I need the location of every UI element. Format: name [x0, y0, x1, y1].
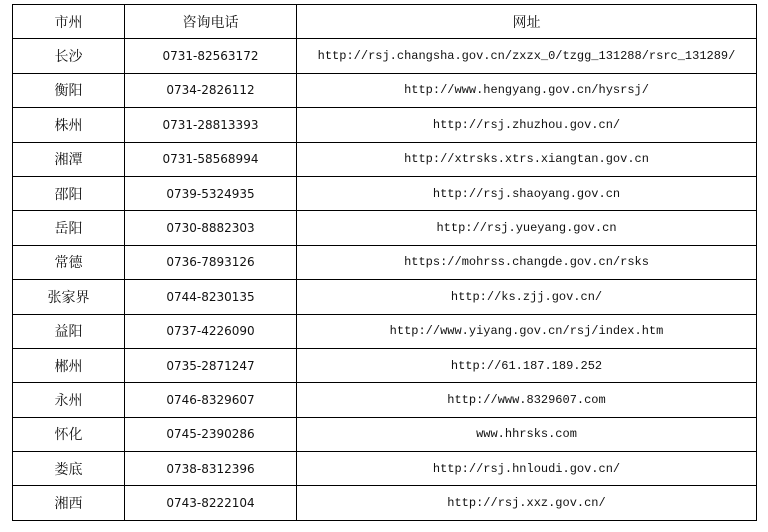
phone-cell: 0745-2390286 [125, 417, 297, 451]
header-url: 网址 [297, 5, 757, 39]
url-cell: http://rsj.shaoyang.gov.cn [297, 176, 757, 210]
table-row [13, 486, 757, 520]
header-city: 市州 [13, 5, 125, 39]
table-row [13, 383, 757, 417]
phone-cell: 0734-2826112 [125, 73, 297, 107]
phone-cell: 0738-8312396 [125, 452, 297, 486]
url-cell: http://rsj.hnloudi.gov.cn/ [297, 452, 757, 486]
city-cell: 湘西 [13, 486, 125, 520]
url-cell: https://mohrss.changde.gov.cn/rsks [297, 245, 757, 279]
city-cell: 永州 [13, 383, 125, 417]
url-cell: http://rsj.changsha.gov.cn/zxzx_0/tzgg_131288/rsrc_131289/ [297, 39, 757, 73]
url-cell: www.hhrsks.com [297, 417, 757, 451]
url-cell: http://61.187.189.252 [297, 348, 757, 382]
url-cell: http://www.hengyang.gov.cn/hysrsj/ [297, 73, 757, 107]
city-cell: 岳阳 [13, 211, 125, 245]
header-row [13, 5, 757, 39]
phone-cell: 0731-28813393 [125, 108, 297, 142]
phone-cell: 0744-8230135 [125, 280, 297, 314]
url-cell: http://rsj.zhuzhou.gov.cn/ [297, 108, 757, 142]
phone-cell: 0730-8882303 [125, 211, 297, 245]
phone-cell: 0731-58568994 [125, 142, 297, 176]
city-cell: 娄底 [13, 452, 125, 486]
table-row [13, 452, 757, 486]
url-cell: http://xtrsks.xtrs.xiangtan.gov.cn [297, 142, 757, 176]
city-cell: 怀化 [13, 417, 125, 451]
table-row [13, 348, 757, 382]
table-row [13, 417, 757, 451]
city-cell: 株州 [13, 108, 125, 142]
table-row [13, 314, 757, 348]
city-cell: 衡阳 [13, 73, 125, 107]
phone-cell: 0731-82563172 [125, 39, 297, 73]
phone-cell: 0743-8222104 [125, 486, 297, 520]
city-cell: 益阳 [13, 314, 125, 348]
table-row [13, 39, 757, 73]
phone-cell: 0739-5324935 [125, 176, 297, 210]
url-cell: http://www.yiyang.gov.cn/rsj/index.htm [297, 314, 757, 348]
header-phone: 咨询电话 [125, 5, 297, 39]
city-cell: 常德 [13, 245, 125, 279]
url-cell: http://www.8329607.com [297, 383, 757, 417]
city-cell: 郴州 [13, 348, 125, 382]
phone-cell: 0737-4226090 [125, 314, 297, 348]
table-row [13, 176, 757, 210]
city-cell: 湘潭 [13, 142, 125, 176]
city-cell: 长沙 [13, 39, 125, 73]
city-cell: 邵阳 [13, 176, 125, 210]
url-cell: http://ks.zjj.gov.cn/ [297, 280, 757, 314]
phone-cell: 0746-8329607 [125, 383, 297, 417]
table-row [13, 73, 757, 107]
phone-cell: 0735-2871247 [125, 348, 297, 382]
table-row [13, 142, 757, 176]
phone-cell: 0736-7893126 [125, 245, 297, 279]
table-row [13, 280, 757, 314]
url-cell: http://rsj.xxz.gov.cn/ [297, 486, 757, 520]
url-cell: http://rsj.yueyang.gov.cn [297, 211, 757, 245]
city-cell: 张家界 [13, 280, 125, 314]
table-row [13, 108, 757, 142]
table-row [13, 245, 757, 279]
contact-table [12, 4, 757, 521]
table-row [13, 211, 757, 245]
